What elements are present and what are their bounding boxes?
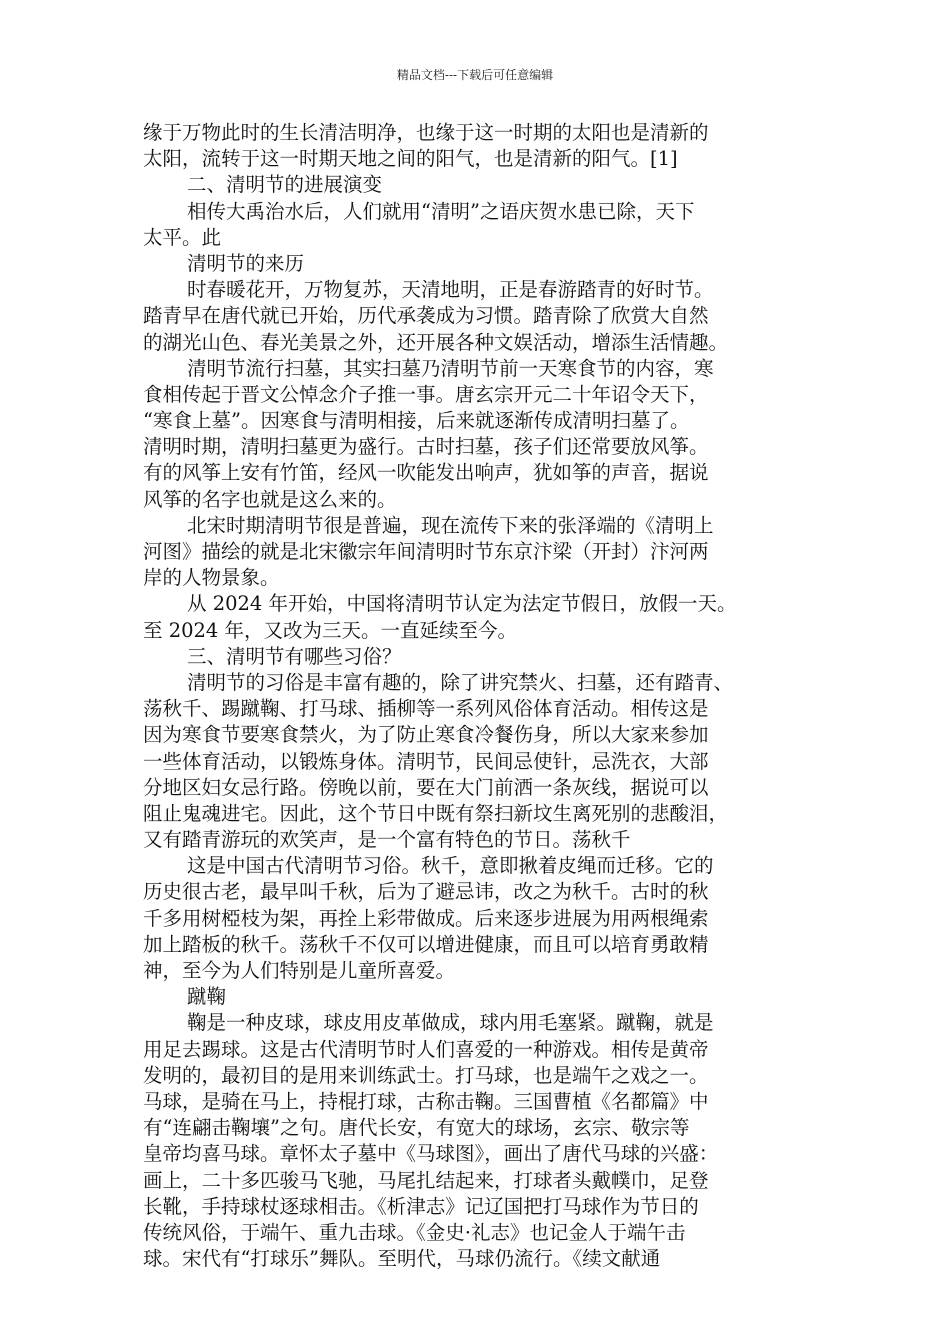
page-header: 精品文档---下载后可任意编辑 <box>396 68 554 82</box>
text-line: 阻止鬼魂进宅。因此，这个节日中既有祭扫新坟生离死别的悲酸泪， <box>143 801 729 825</box>
text-line: 有的风筝上安有竹笛，经风一吹能发出响声，犹如筝的声音，据说 <box>143 461 709 485</box>
text-line: 太平。此 <box>143 225 222 249</box>
text-line: 缘于万物此时的生长清洁明净，也缘于这一时期的太阳也是清新的 <box>143 121 709 144</box>
text-line: 太阳，流转于这一时期天地之间的阳气，也是清新的阳气。[1] <box>143 147 678 171</box>
text-line: 皇帝均喜马球。章怀太子墓中《马球图》，画出了唐代马球的兴盛： <box>143 1142 719 1166</box>
text-line: 长靴，手持球杖逐球相击。《析津志》记辽国把打马球作为节日的 <box>143 1194 699 1218</box>
text-line: 清明节流行扫墓，其实扫墓乃清明节前一天寒食节的内容，寒 <box>187 356 714 380</box>
text-line: 画上，二十多匹骏马飞驰，马尾扎结起来，打球者头戴幞巾，足登 <box>143 1168 709 1192</box>
text-line: 又有踏青游玩的欢笑声，是一个富有特色的节日。荡秋千 <box>143 828 631 852</box>
text-line: 风筝的名字也就是这么来的。 <box>143 487 397 511</box>
text-line: 神，至今为人们特别是儿童所喜爱。 <box>143 959 456 982</box>
text-line: 荡秋千、踢蹴鞠、打马球、插柳等一系列风俗体育活动。相传这是 <box>143 697 709 721</box>
text-line: 蹴鞠 <box>187 985 227 1009</box>
text-line: 清明节的习俗是丰富有趣的，除了讲究禁火、扫墓，还有踏青、 <box>187 670 734 694</box>
text-line: 鞠是一种皮球，球皮用皮革做成，球内用毛塞紧。蹴鞠，就是 <box>187 1011 714 1035</box>
text-line: 用足去踢球。这是古代清明节时人们喜爱的一种游戏。相传是黄帝 <box>143 1037 709 1061</box>
text-line: “寒食上墓”。因寒食与清明相接，后来就逐渐传成清明扫墓了。 <box>143 409 690 433</box>
text-line: 的湖光山色、春光美景之外，还开展各种文娱活动，增添生活情趣。 <box>143 330 729 354</box>
text-line: 这是中国古代清明节习俗。秋千，意即揪着皮绳而迁移。它的 <box>187 854 714 878</box>
text-line: 踏青早在唐代就已开始，历代承袭成为习惯。踏青除了欣赏大自然 <box>143 304 709 328</box>
text-line: 清明节的来历 <box>187 251 305 275</box>
text-line: 球。宋代有“打球乐”舞队。至明代，马球仍流行。《续文献通 <box>143 1247 661 1271</box>
text-line: 因为寒食节要寒食禁火，为了防止寒食冷餐伤身，所以大家来参加 <box>143 723 709 747</box>
text-line: 发明的，最初目的是用来训练武士。打马球，也是端午之戏之一。 <box>143 1063 709 1087</box>
text-line: 加上踏板的秋千。荡秋千不仅可以增进健康，而且可以培育勇敢精 <box>143 932 709 956</box>
text-line: 至 2024 年，又改为三天。一直延续至今。 <box>143 618 518 642</box>
text-line: 千多用树椏枝为架，再拴上彩带做成。后来逐步进展为用两根绳索 <box>143 906 709 930</box>
text-line: 二、清明节的进展演变 <box>187 173 383 197</box>
text-line: 从 2024 年开始，中国将清明节认定为法定节假日，放假一天。 <box>187 592 737 616</box>
text-line: 相传大禹治水后，人们就用“清明”之语庆贺水患已除，天下 <box>187 199 695 223</box>
text-line: 有“连翩击鞠壤”之句。唐代长安，有宽大的球场，玄宗、敬宗等 <box>143 1116 690 1140</box>
text-line: 一些体育活动，以锻炼身体。清明节，民间忌使针，忌洗衣，大部 <box>143 749 709 773</box>
text-line: 分地区妇女忌行路。傍晚以前，要在大门前洒一条灰线，据说可以 <box>143 775 709 799</box>
document-body <box>143 120 818 1272</box>
text-line: 河图》描绘的就是北宋徽宗年间清明时节东京汴梁（开封）汴河两 <box>143 540 709 563</box>
text-line: 岸的人物景象。 <box>143 566 280 590</box>
text-line: 传统风俗，于端午、重九击球。《金史·礼志》也记金人于端午击 <box>143 1220 686 1244</box>
text-line: 历史很古老，最早叫千秋，后为了避忌讳，改之为秋千。古时的秋 <box>143 880 709 904</box>
text-line: 清明时期，清明扫墓更为盛行。古时扫墓，孩子们还常要放风筝。 <box>143 435 709 459</box>
text-line: 三、清明节有哪些习俗？ <box>187 644 402 668</box>
text-line: 食相传起于晋文公悼念介子推一事。唐玄宗开元二十年诏令天下， <box>143 382 709 406</box>
text-line: 北宋时期清明节很是普遍，现在流传下来的张泽端的《清明上 <box>187 513 714 537</box>
text-line: 马球，是骑在马上，持棍打球，古称击鞠。三国曹植《名都篇》中 <box>143 1089 709 1113</box>
text-line: 时春暖花开，万物复苏，天清地明，正是春游踏青的好时节。 <box>187 278 714 302</box>
